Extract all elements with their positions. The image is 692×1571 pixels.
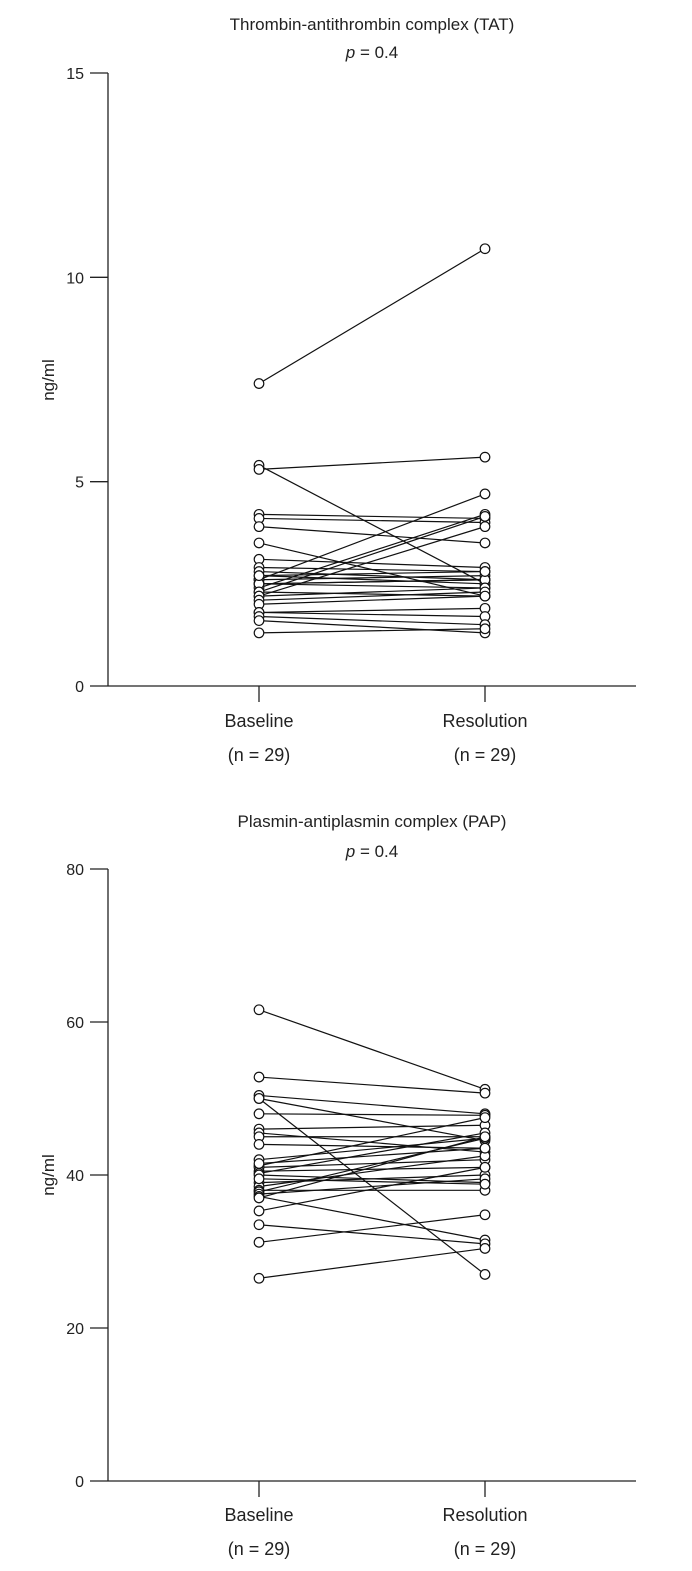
resolution-point — [480, 1143, 490, 1153]
paired-line — [259, 1215, 485, 1243]
p-italic: p — [345, 842, 356, 861]
baseline-point — [254, 628, 264, 638]
paired-line — [259, 608, 485, 612]
baseline-point — [254, 1094, 264, 1104]
x-category-label: Baseline — [224, 1505, 294, 1525]
paired-line — [259, 1010, 485, 1090]
paired-line — [259, 572, 485, 580]
y-axis-label: ng/ml — [39, 359, 58, 401]
resolution-point — [480, 1088, 490, 1098]
paired-line — [259, 592, 485, 596]
baseline-point — [254, 522, 264, 532]
paired-lines — [259, 249, 485, 633]
paired-line — [259, 567, 485, 571]
x-category-n-label: (n = 29) — [227, 745, 291, 765]
baseline-point — [254, 379, 264, 389]
baseline-point — [254, 1005, 264, 1015]
paired-line — [259, 1125, 485, 1129]
p-value-label — [345, 842, 398, 861]
resolution-point — [480, 591, 490, 601]
paired-lines — [259, 1010, 485, 1279]
x-category-n-label: (n = 29) — [453, 745, 517, 765]
resolution-point — [480, 538, 490, 548]
paired-line — [259, 1196, 485, 1240]
baseline-point — [254, 1206, 264, 1216]
baseline-point — [254, 1174, 264, 1184]
resolution-point — [480, 522, 490, 532]
paired-line — [259, 514, 485, 518]
resolution-point — [480, 1244, 490, 1254]
paired-line — [259, 1114, 485, 1116]
baseline-point — [254, 1193, 264, 1203]
resolution-point — [480, 567, 490, 577]
paired-line — [259, 1225, 485, 1244]
resolution-point — [480, 512, 490, 522]
baseline-point — [254, 571, 264, 581]
resolution-point — [480, 1132, 490, 1142]
tat-chart-panel — [39, 15, 636, 765]
baseline-point — [254, 1273, 264, 1283]
paired-line — [259, 527, 485, 543]
paired-line — [259, 572, 485, 576]
y-tick-label: 80 — [66, 862, 84, 879]
baseline-point — [254, 1159, 264, 1169]
paired-line — [259, 596, 485, 604]
x-category-n-label: (n = 29) — [227, 1539, 291, 1559]
p-value: = 0.4 — [355, 43, 399, 62]
baseline-point — [254, 616, 264, 626]
baseline-point — [254, 538, 264, 548]
x-category-n-label: (n = 29) — [453, 1539, 517, 1559]
x-category-label: Resolution — [442, 711, 528, 731]
paired-line — [259, 518, 485, 522]
paired-line — [259, 612, 485, 616]
resolution-point — [480, 489, 490, 499]
paired-line — [259, 592, 485, 600]
y-tick-label: 5 — [75, 474, 84, 492]
paired-line — [259, 249, 485, 384]
baseline-point — [254, 1109, 264, 1119]
p-value: = 0.4 — [355, 842, 399, 861]
baseline-point — [254, 1238, 264, 1248]
paired-line — [259, 617, 485, 625]
y-tick-label: 60 — [66, 1015, 84, 1032]
resolution-point — [480, 1210, 490, 1220]
x-category-label: Resolution — [442, 1505, 528, 1525]
x-category-label: Baseline — [224, 711, 294, 731]
y-tick-label: 40 — [66, 1168, 84, 1185]
resolution-point — [480, 1270, 490, 1280]
resolution-point — [480, 1179, 490, 1189]
y-tick-label: 0 — [75, 1474, 84, 1491]
y-tick-label: 20 — [66, 1321, 84, 1338]
baseline-point — [254, 1072, 264, 1082]
baseline-point — [254, 1220, 264, 1230]
y-tick-label: 0 — [75, 679, 84, 696]
paired-line — [259, 588, 485, 596]
y-axis-label: ng/ml — [39, 1154, 58, 1196]
p-italic: p — [345, 43, 356, 62]
paired-line — [259, 1248, 485, 1278]
y-tick-label: 10 — [66, 270, 84, 288]
y-tick-label: 15 — [66, 66, 84, 83]
resolution-point — [480, 1113, 490, 1123]
resolution-point — [480, 1163, 490, 1173]
baseline-point — [254, 1140, 264, 1150]
paired-line — [259, 1077, 485, 1093]
resolution-point — [480, 244, 490, 254]
baseline-point — [254, 465, 264, 475]
pap-chart-panel — [39, 812, 636, 1559]
resolution-point — [480, 624, 490, 634]
p-value-label — [345, 43, 398, 62]
resolution-point — [480, 452, 490, 462]
chart-title: Thrombin-antithrombin complex (TAT) — [229, 15, 515, 34]
paired-line — [259, 457, 485, 469]
chart-title: Plasmin-antiplasmin complex (PAP) — [237, 812, 507, 831]
